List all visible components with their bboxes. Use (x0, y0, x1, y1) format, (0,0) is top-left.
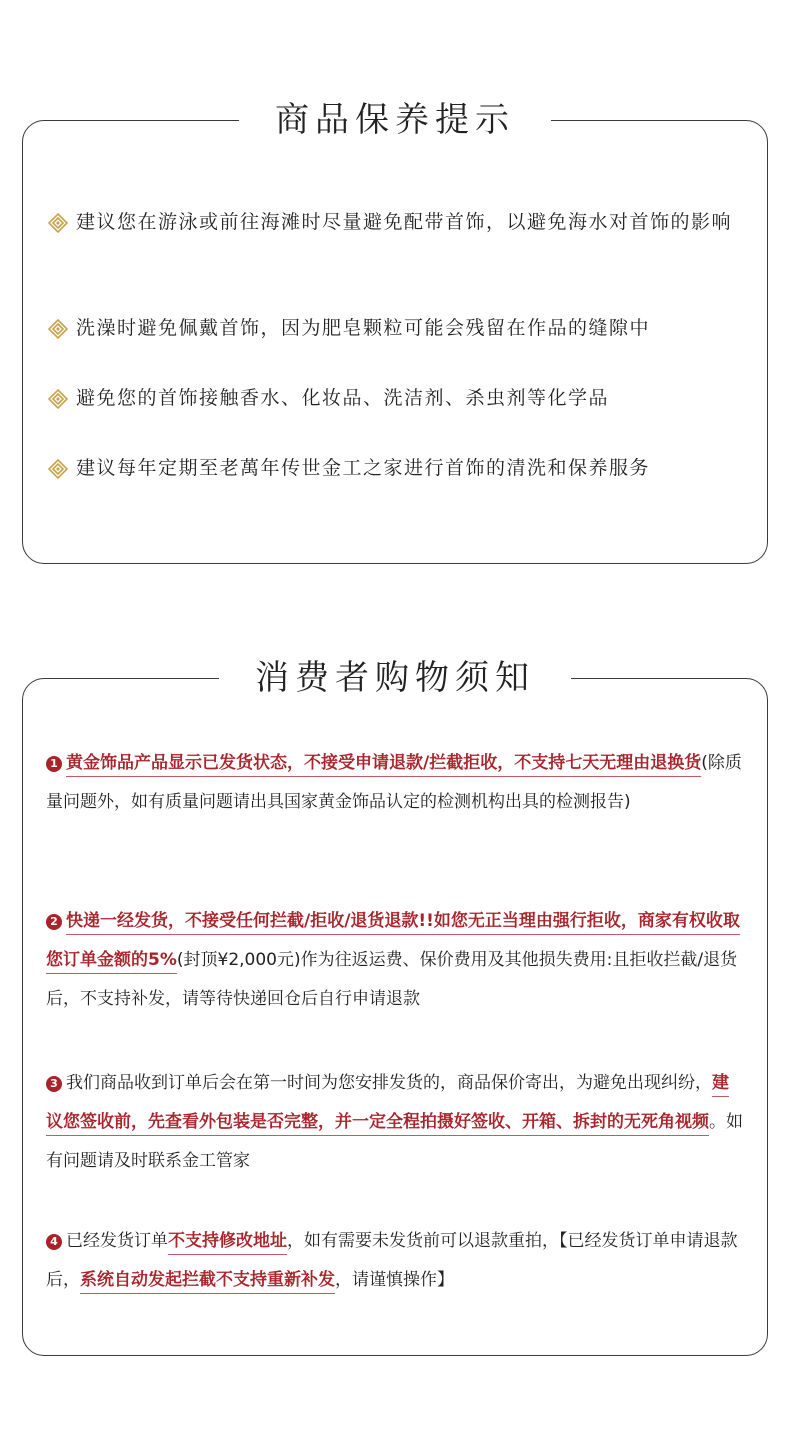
notice-text: 已经发货订单 (66, 1231, 168, 1251)
diamond-icon (48, 459, 68, 479)
notice-highlight: 建议您签收前，先查看外包装是否完整，并一定全程拍摄好签收、开箱、拆封的无死角视频 (46, 1073, 729, 1132)
notice-highlight: 不支持修改地址 (168, 1231, 287, 1251)
notice-item (46, 902, 744, 1019)
notice-title: 消费者购物须知 (22, 650, 768, 699)
notice-item (46, 1064, 744, 1181)
number-badge: 1 (46, 756, 62, 772)
notice-text: (除质量问题外，如有质量问题请出具国家黄金饰品认定的检测机构出具的检测报告) (46, 753, 742, 812)
notice-highlight: 系统自动发起拦截不支持重新补发 (80, 1270, 335, 1290)
care-section (22, 88, 768, 564)
number-badge: 2 (46, 914, 62, 930)
care-item (48, 450, 744, 486)
diamond-icon (48, 319, 68, 339)
care-item (48, 380, 744, 416)
notice-highlight: 黄金饰品产品显示已发货状态，不接受申请退款/拦截拒收，不支持七天无理由退换货 (66, 753, 702, 773)
notice-text: ，如有需要未发货前可以退款重拍，【已经发货订单申请退款后， (46, 1231, 738, 1290)
notice-text: ，请谨慎操作】 (335, 1270, 454, 1290)
care-item (48, 204, 744, 240)
care-item-text: 避免您的首饰接触香水、化妆品、洗洁剂、杀虫剂等化学品 (76, 387, 610, 409)
care-item-text: 洗澡时避免佩戴首饰，因为肥皂颗粒可能会残留在作品的缝隙中 (76, 317, 651, 339)
notice-section (22, 646, 768, 1356)
notice-text: 我们商品收到订单后会在第一时间为您安排发货的，商品保价寄出，为避免出现纠纷， (66, 1073, 712, 1093)
notice-highlight: 快递一经发货，不接受任何拦截/拒收/退货退款!!如您无正当理由强行拒收，商家有权收取您订单金额的5% (46, 911, 740, 970)
care-title: 商品保养提示 (22, 92, 768, 141)
care-item-text: 建议每年定期至老萬年传世金工之家进行首饰的清洗和保养服务 (76, 457, 651, 479)
notice-item (46, 1222, 744, 1300)
diamond-icon (48, 213, 68, 233)
diamond-icon (48, 389, 68, 409)
care-item-text: 建议您在游泳或前往海滩时尽量避免配带首饰，以避免海水对首饰的影响 (76, 211, 733, 233)
number-badge: 3 (46, 1076, 62, 1092)
notice-text: (封顶¥2,000元)作为往返运费、保价费用及其他损失费用:且拒收拦截/退货后，不支持补发，请等待快递回仓后自行申请退款 (46, 950, 738, 1009)
number-badge: 4 (46, 1234, 62, 1250)
notice-text: 。如有问题请及时联系金工管家 (46, 1112, 743, 1171)
notice-item (46, 744, 744, 822)
care-item (48, 310, 744, 346)
